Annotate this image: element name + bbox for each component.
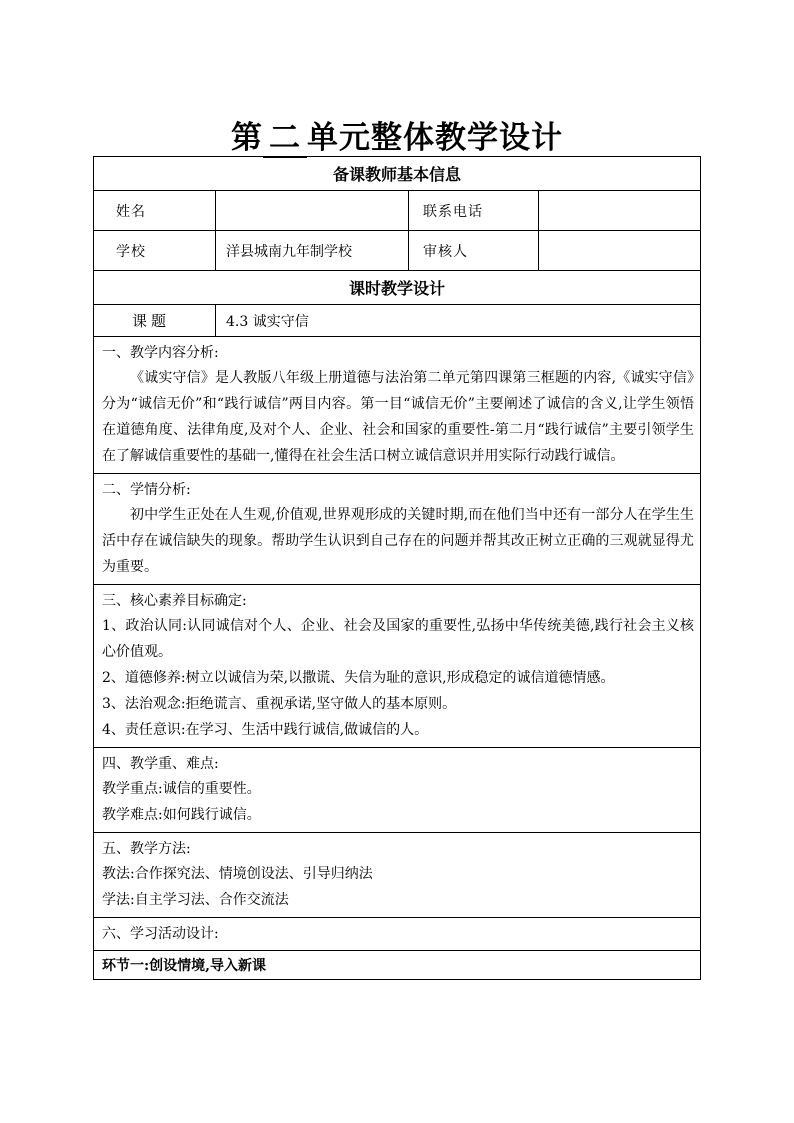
topic-row bbox=[94, 305, 701, 337]
name-value bbox=[216, 191, 409, 231]
goal-item-3: 3、法治观念:拒绝谎言、重视承诺,坚守做人的基本原则。 bbox=[102, 696, 457, 712]
teaching-method: 教法:合作探究法、情境创设法、引导归纳法 bbox=[102, 866, 373, 882]
step1-row bbox=[94, 951, 701, 980]
name-label: 姓名 bbox=[94, 191, 216, 231]
topic-value: 4.3 诚实守信 bbox=[216, 305, 701, 337]
learning-method: 学法:自主学习法、合作交流法 bbox=[102, 892, 289, 908]
topic-label: 课题 bbox=[94, 305, 216, 337]
content-analysis-section bbox=[94, 337, 701, 474]
phone-label: 联系电话 bbox=[409, 191, 539, 231]
goal-item-1: 1、政治认同:认同诚信对个人、企业、社会及国家的重要性,弘扬中华传统美德,践行社会主义核心价值观。 bbox=[102, 618, 695, 660]
goal-item-2: 2、道德修养:树立以诚信为荣,以撒谎、失信为耻的意识,形成稳定的诚信道德情感。 bbox=[102, 670, 615, 686]
document-title bbox=[0, 112, 794, 158]
name-row bbox=[94, 191, 701, 231]
student-analysis-body: 初中学生正处在人生观,价值观,世界观形成的关键时期,而在他们当中还有一部分人在学生生活中存在诚信缺失的现象。帮助学生认识到自己存在的问题并帮其改正树立正确的三观就显得尤为重要。 bbox=[102, 507, 695, 575]
difficult-point: 教学难点:如何践行诚信。 bbox=[102, 807, 261, 823]
lesson-design-title: 课时教学设计 bbox=[94, 271, 701, 305]
teacher-info-title: 备课教师基本信息 bbox=[94, 157, 701, 191]
key-point: 教学重点:诚信的重要性。 bbox=[102, 781, 261, 797]
goal-item-4: 4、责任意识:在学习、生活中践行诚信,做诚信的人。 bbox=[102, 722, 429, 738]
school-value: 洋县城南九年制学校 bbox=[216, 231, 409, 271]
key-points-row bbox=[94, 748, 701, 833]
core-goals-section bbox=[94, 585, 701, 748]
core-goals-heading: 三、核心素养目标确定: bbox=[102, 593, 247, 609]
school-row bbox=[94, 231, 701, 271]
lesson-design-header-row bbox=[94, 271, 701, 305]
student-analysis-section bbox=[94, 474, 701, 585]
content-analysis-row bbox=[94, 337, 701, 474]
key-points-heading: 四、教学重、难点: bbox=[102, 756, 219, 772]
student-analysis-heading: 二、学情分析: bbox=[102, 482, 191, 498]
reviewer-label: 审核人 bbox=[409, 231, 539, 271]
title-prefix: 第 bbox=[231, 120, 263, 156]
activities-heading: 六、学习活动设计: bbox=[102, 926, 219, 942]
student-analysis-row bbox=[94, 474, 701, 585]
title-suffix: 单元整体教学设计 bbox=[307, 120, 563, 156]
unit-number: 二 bbox=[263, 120, 307, 158]
content-analysis-heading: 一、教学内容分析: bbox=[102, 345, 219, 361]
core-goals-row bbox=[94, 585, 701, 748]
activities-section bbox=[94, 918, 701, 951]
methods-heading: 五、教学方法: bbox=[102, 841, 191, 857]
lesson-plan-table bbox=[93, 156, 701, 980]
school-label: 学校 bbox=[94, 231, 216, 271]
methods-section bbox=[94, 833, 701, 918]
key-points-section bbox=[94, 748, 701, 833]
methods-row bbox=[94, 833, 701, 918]
teacher-info-header-row bbox=[94, 157, 701, 191]
activities-heading-row bbox=[94, 918, 701, 951]
phone-value bbox=[539, 191, 701, 231]
activity-step-1: 环节一:创设情境,导入新课 bbox=[94, 951, 701, 980]
reviewer-value bbox=[539, 231, 701, 271]
content-analysis-body: 《诚实守信》是人教版八年级上册道德与法治第二单元第四课第三框题的内容,《诚实守信》分为“诚信无价”和“践行诚信”两目内容。第一目“诚信无价”主要阐述了诚信的含义,让学生领悟在道德角度、法律角度,及对个人、企业、社会和国家的重要性-第二月“践行诚信”主要引领学生在了解诚信重要性的基础一,懂得在社会生活口树立诚信意识并用实际行动践行诚信。 bbox=[102, 370, 695, 464]
